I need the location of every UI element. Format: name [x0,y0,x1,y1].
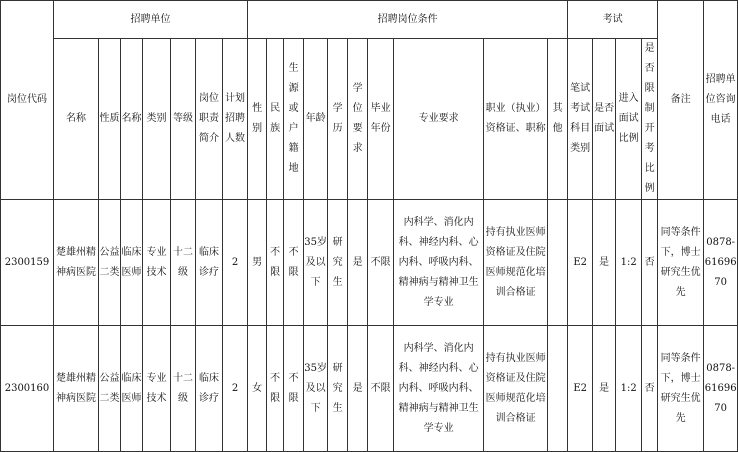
cell-education: 研究生 [328,200,348,326]
cell-origin: 不限 [284,200,304,326]
cell-unit-name: 楚雄州精神病医院 [54,326,99,452]
cell-position-code: 2300160 [1,326,54,452]
cell-remarks: 同等条件下，博士研究生优先 [658,326,704,452]
cell-origin: 不限 [284,326,304,452]
table-row [1,326,738,452]
cell-count: 2 [223,200,248,326]
cell-limit: 否 [642,326,658,452]
cell-ratio: 1:2 [616,326,642,452]
cell-age: 35岁及以下 [304,200,328,326]
cell-nature: 公益二类 [99,200,121,326]
cell-remarks: 同等条件下，博士研究生优先 [658,200,704,326]
header-interview-ratio: 进入面试比例 [616,39,642,200]
header-age: 年龄 [304,39,328,200]
cell-gender: 女 [248,326,267,452]
header-written-exam: 笔试考试科目类别 [568,39,593,200]
header-post-duties: 岗位职责简介 [196,39,223,200]
header-other: 其他 [548,39,568,200]
cell-interview: 是 [593,326,616,452]
header-group-exam: 考试 [568,1,658,39]
cell-post-name: 临床医师 [121,326,143,452]
header-education: 学历 [328,39,348,200]
header-post-grade: 等级 [171,39,196,200]
cell-other [548,200,568,326]
cell-major: 内科学、消化内科、神经内科、心内科、呼吸内科、精神病与精神卫生学专业 [394,200,484,326]
table-row [1,200,738,326]
cell-category: 专业技术 [143,200,171,326]
cell-education: 研究生 [328,326,348,452]
header-phone: 招聘单位咨询电话 [704,1,738,200]
cell-age: 35岁及以下 [304,326,328,452]
header-qualification: 职业（执业）资格证、职称 [484,39,548,200]
header-grad-year: 毕业年份 [368,39,394,200]
header-remarks: 备注 [658,1,704,200]
cell-duties: 临床诊疗 [196,326,223,452]
cell-qualification: 持有执业医师资格证及住院医师规范化培训合格证 [484,326,548,452]
cell-interview: 是 [593,200,616,326]
header-planned-count: 计划招聘人数 [223,39,248,200]
header-group-conditions: 招聘岗位条件 [248,1,568,39]
cell-qualification: 持有执业医师资格证及住院医师规范化培训合格证 [484,200,548,326]
header-gender: 性别 [248,39,267,200]
header-interview: 是否面试 [593,39,616,200]
cell-limit: 否 [642,200,658,326]
cell-ratio: 1:2 [616,200,642,326]
cell-major: 内科学、消化内科、神经内科、心内科、呼吸内科、精神病与精神卫生学专业 [394,326,484,452]
cell-unit-name: 楚雄州精神病医院 [54,200,99,326]
cell-exam-type: E2 [568,326,593,452]
header-ratio-limit: 是否限制开考比例 [642,39,658,200]
cell-grad-year: 不限 [368,326,394,452]
header-post-category: 类别 [143,39,171,200]
cell-duties: 临床诊疗 [196,200,223,326]
cell-post-name: 临床医师 [121,200,143,326]
header-ethnicity: 民族 [267,39,284,200]
cell-grade: 十二级 [171,326,196,452]
header-position-code: 岗位代码 [1,1,54,200]
cell-phone: 0878-6169670 [704,200,738,326]
header-unit-name: 名称 [54,39,99,200]
header-group-unit: 招聘单位 [54,1,248,39]
cell-ethnicity: 不限 [267,200,284,326]
cell-grad-year: 不限 [368,200,394,326]
header-post-name: 名称 [121,39,143,200]
cell-category: 专业技术 [143,326,171,452]
cell-gender: 男 [248,200,267,326]
cell-nature: 公益二类 [99,326,121,452]
header-unit-nature: 性质 [99,39,121,200]
header-degree: 学位要求 [348,39,368,200]
cell-ethnicity: 不限 [267,326,284,452]
cell-grade: 十二级 [171,200,196,326]
cell-degree: 是 [348,326,368,452]
header-major: 专业要求 [394,39,484,200]
cell-count: 2 [223,326,248,452]
cell-position-code: 2300159 [1,200,54,326]
cell-degree: 是 [348,200,368,326]
cell-other [548,326,568,452]
cell-exam-type: E2 [568,200,593,326]
cell-phone: 0878-6169670 [704,326,738,452]
header-origin: 生源或户籍地 [284,39,304,200]
